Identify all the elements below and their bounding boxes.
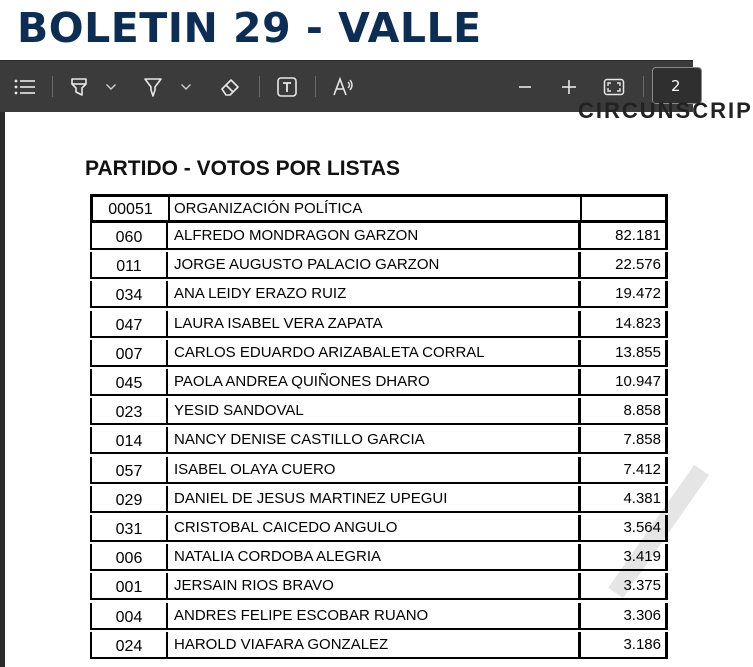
candidate-votes: 3.186	[581, 632, 668, 659]
text-box-icon	[276, 76, 298, 98]
add-text-button[interactable]	[272, 61, 302, 112]
candidate-name: YESID SANDOVAL	[168, 398, 581, 425]
table-row	[90, 252, 668, 281]
toolbar-divider	[259, 76, 260, 97]
party-name: ORGANIZACIÓN POLÍTICA	[174, 200, 363, 217]
candidate-votes: 4.381	[581, 486, 668, 513]
highlighter-icon	[68, 76, 90, 98]
candidate-votes: 3.564	[581, 515, 668, 542]
cut-off-header-text: CIRCUNSCRIP	[578, 98, 753, 123]
chevron-down-icon	[105, 83, 117, 91]
candidate-name: DANIEL DE JESUS MARTINEZ UPEGUI	[168, 486, 581, 513]
pen-icon	[142, 76, 164, 98]
candidate-code: 007	[90, 340, 168, 367]
candidate-name: CRISTOBAL CAICEDO ANGULO	[168, 515, 581, 542]
candidate-code: 014	[90, 427, 168, 454]
table-row	[90, 486, 668, 515]
candidate-code: 029	[90, 486, 168, 513]
page-title: BOLETIN 29 - VALLE	[17, 4, 482, 52]
candidate-name: LAURA ISABEL VERA ZAPATA	[168, 311, 581, 338]
candidate-votes: 3.306	[581, 603, 668, 630]
party-code: 00051	[93, 197, 170, 220]
candidate-code: 023	[90, 398, 168, 425]
candidate-name: NATALIA CORDOBA ALEGRIA	[168, 544, 581, 571]
eraser-icon	[219, 76, 241, 98]
plus-icon	[561, 79, 577, 95]
candidate-votes: 3.419	[581, 544, 668, 571]
candidate-name: JERSAIN RIOS BRAVO	[168, 573, 581, 600]
candidate-name: JORGE AUGUSTO PALACIO GARZON	[168, 252, 581, 279]
read-aloud-button[interactable]	[328, 61, 360, 112]
zoom-out-button[interactable]	[510, 61, 540, 112]
candidate-name: ALFREDO MONDRAGON GARZON	[168, 223, 581, 250]
document-viewer[interactable]	[0, 98, 753, 667]
page-number-input[interactable]: 2	[652, 67, 702, 104]
candidate-votes: 7.858	[581, 427, 668, 454]
table-row	[90, 311, 668, 340]
highlight-options-dropdown[interactable]	[101, 61, 121, 112]
table-row	[90, 398, 668, 427]
candidate-code: 006	[90, 544, 168, 571]
toolbar-divider	[643, 76, 644, 97]
candidate-name: CARLOS EDUARDO ARIZABALETA CORRAL	[168, 340, 581, 367]
toolbar-divider	[315, 76, 316, 97]
contents-button[interactable]	[10, 61, 40, 112]
candidate-code: 024	[90, 632, 168, 659]
candidate-code: 047	[90, 311, 168, 338]
draw-button[interactable]	[138, 61, 168, 112]
candidate-votes: 10.947	[581, 369, 668, 396]
table-row	[90, 544, 668, 573]
candidate-votes: 19.472	[581, 281, 668, 308]
candidate-name: ISABEL OLAYA CUERO	[168, 457, 581, 484]
table-row	[90, 340, 668, 369]
candidate-votes: 7.412	[581, 457, 668, 484]
section-title: PARTIDO - VOTOS POR LISTAS	[85, 157, 401, 180]
candidate-votes: 3.375	[581, 573, 668, 600]
candidate-name: ANDRES FELIPE ESCOBAR RUANO	[168, 603, 581, 630]
candidate-name: PAOLA ANDREA QUIÑONES DHARO	[168, 369, 581, 396]
candidate-name: NANCY DENISE CASTILLO GARCIA	[168, 427, 581, 454]
table-row	[90, 427, 668, 456]
candidate-code: 001	[90, 573, 168, 600]
candidate-name: ANA LEIDY ERAZO RUIZ	[168, 281, 581, 308]
candidate-votes: 22.576	[581, 252, 668, 279]
table-row	[90, 603, 668, 632]
candidate-code: 004	[90, 603, 168, 630]
candidate-code: 060	[90, 223, 168, 250]
table-row	[90, 632, 668, 661]
minus-icon	[517, 79, 533, 95]
table-row	[90, 457, 668, 486]
candidate-votes: 13.855	[581, 340, 668, 367]
erase-button[interactable]	[215, 61, 245, 112]
candidate-code: 034	[90, 281, 168, 308]
table-row	[90, 369, 668, 398]
candidate-code: 011	[90, 252, 168, 279]
candidate-votes: 8.858	[581, 398, 668, 425]
table-row	[90, 223, 668, 252]
page-border	[0, 112, 5, 667]
candidate-name: HAROLD VIAFARA GONZALEZ	[168, 632, 581, 659]
draw-options-dropdown[interactable]	[176, 61, 196, 112]
table-row	[90, 281, 668, 310]
table-row	[90, 515, 668, 544]
fit-page-icon	[603, 78, 625, 96]
list-icon	[14, 79, 36, 95]
header-value-divider	[580, 197, 582, 220]
table-row	[90, 573, 668, 602]
toolbar-divider	[52, 76, 53, 97]
chevron-down-icon	[180, 83, 192, 91]
highlight-button[interactable]	[64, 61, 94, 112]
read-aloud-icon	[332, 76, 356, 98]
candidate-code: 057	[90, 457, 168, 484]
document-title-bar	[0, 0, 693, 60]
candidate-code: 045	[90, 369, 168, 396]
candidate-votes: 82.181	[581, 223, 668, 250]
candidate-code: 031	[90, 515, 168, 542]
candidate-votes: 14.823	[581, 311, 668, 338]
table-header-row	[90, 194, 668, 223]
